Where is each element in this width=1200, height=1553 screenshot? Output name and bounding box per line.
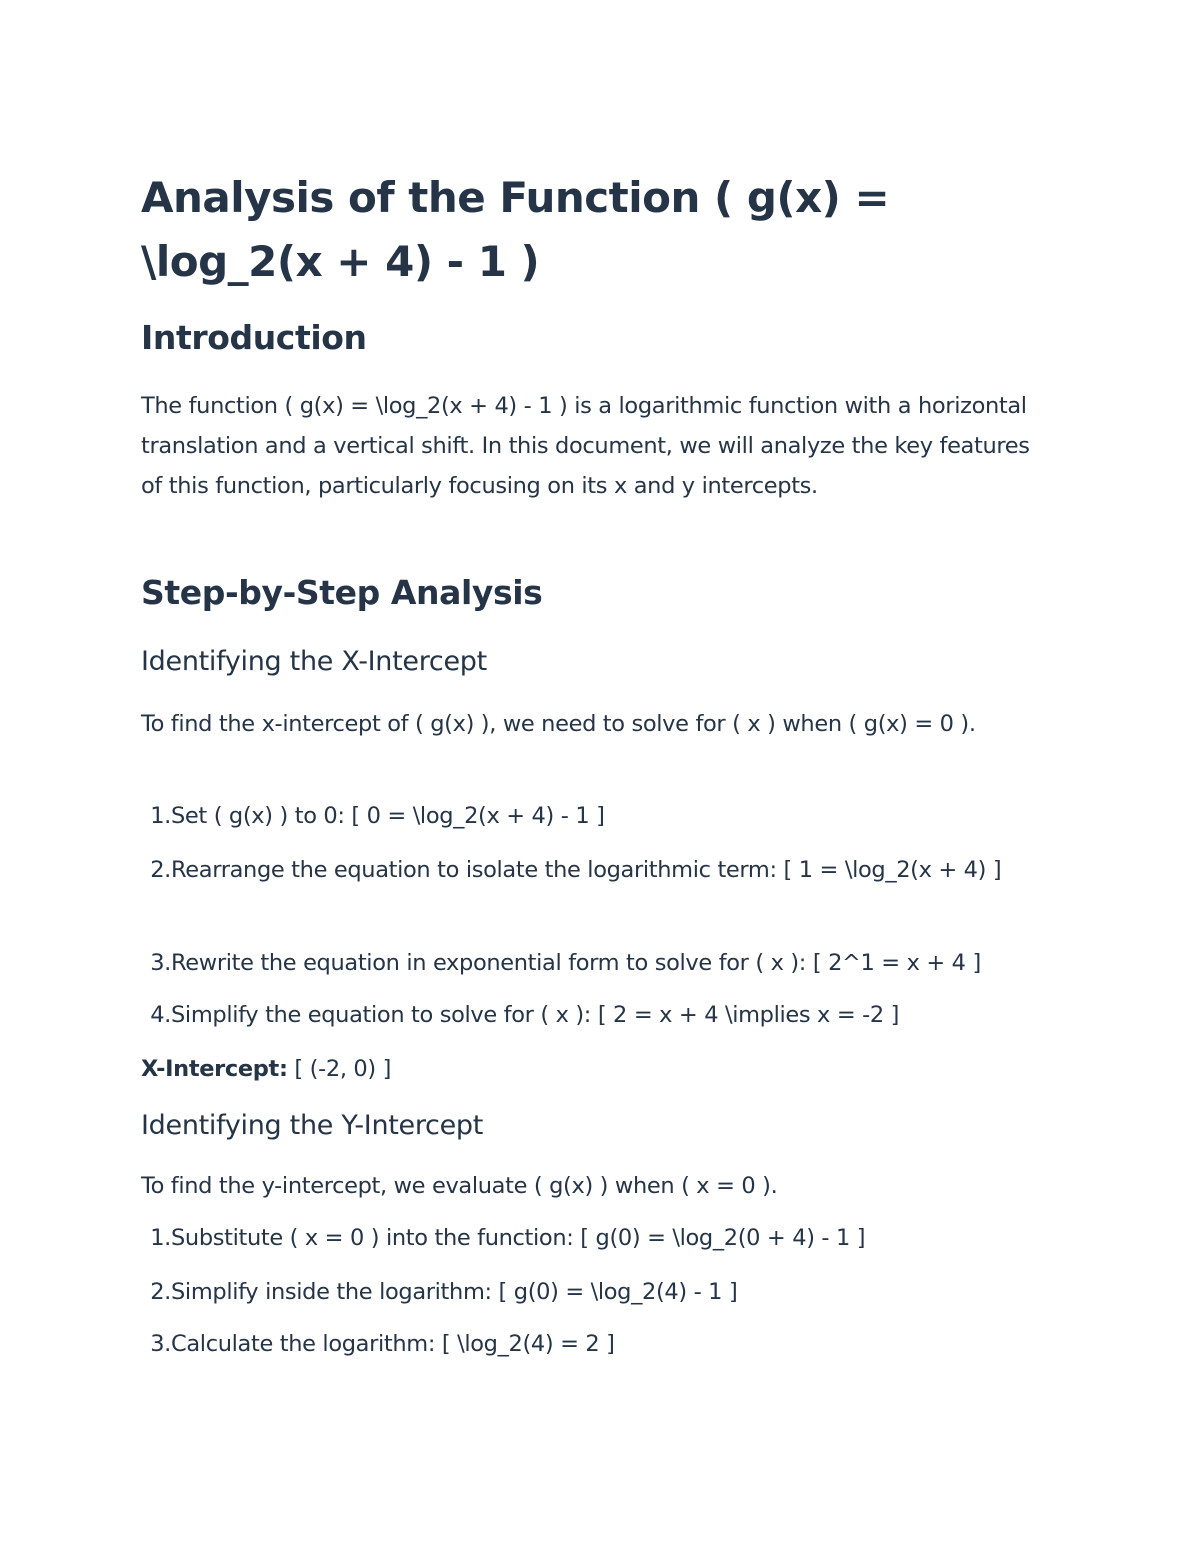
- list-item-text: Rearrange the equation to isolate the logarithmic term: [ 1 = \log_2(x + 4) ]: [171, 857, 1002, 883]
- list-item-number: 1.: [150, 803, 171, 829]
- introduction-heading: Introduction: [141, 318, 367, 357]
- list-item-text: Substitute ( x = 0 ) into the function: [ g(0) = \log_2(0 + 4) - 1 ]: [171, 1225, 866, 1251]
- list-item-text: Set ( g(x) ) to 0: [ 0 = \log_2(x + 4) - 1 ]: [171, 803, 605, 829]
- introduction-paragraph: The function ( g(x) = \log_2(x + 4) - 1 ) is a logarithmic function with a horizontal translation and a vertical shift. In this document, we will analyze the key features of this function, particularly focusing on its x and y intercepts.: [141, 393, 1030, 499]
- list-item-number: 3.: [150, 950, 171, 976]
- list-item: [141, 995, 1056, 1035]
- document-title: Analysis of the Function ( g(x) = \log_2(x + 4) - 1 ): [141, 173, 890, 286]
- list-item-text: Rewrite the equation in exponential form to solve for ( x ): [ 2^1 = x + 4 ]: [171, 950, 981, 976]
- list-item-text: Simplify inside the logarithm: [ g(0) = \log_2(4) - 1 ]: [171, 1279, 738, 1305]
- list-item: [141, 943, 1056, 983]
- list-item-number: 4.: [150, 1002, 171, 1028]
- list-item-number: 3.: [150, 1331, 171, 1357]
- list-item: [141, 1218, 1056, 1258]
- list-item: [141, 796, 1056, 836]
- list-item-text: Calculate the logarithm: [ \log_2(4) = 2 ]: [171, 1331, 615, 1357]
- x-intercept-heading: Identifying the X-Intercept: [141, 646, 487, 677]
- list-item-text: Simplify the equation to solve for ( x ): [ 2 = x + 4 \implies x = -2 ]: [171, 1002, 900, 1028]
- x-intercept-result-label: X-Intercept:: [141, 1056, 288, 1082]
- x-intercept-result: [141, 1049, 1056, 1089]
- list-item: [141, 850, 1056, 890]
- list-item-number: 2.: [150, 1279, 171, 1305]
- y-intercept-intro: To find the y-intercept, we evaluate ( g(x) ) when ( x = 0 ).: [141, 1173, 778, 1199]
- analysis-heading: Step-by-Step Analysis: [141, 573, 543, 612]
- x-intercept-intro: To find the x-intercept of ( g(x) ), we need to solve for ( x ) when ( g(x) = 0 ).: [141, 711, 976, 737]
- list-item: [141, 1272, 1056, 1312]
- list-item-number: 1.: [150, 1225, 171, 1251]
- x-intercept-result-value: [ (-2, 0) ]: [287, 1056, 392, 1082]
- list-item-number: 2.: [150, 857, 171, 883]
- y-intercept-heading: Identifying the Y-Intercept: [141, 1110, 484, 1141]
- list-item: [141, 1324, 1056, 1364]
